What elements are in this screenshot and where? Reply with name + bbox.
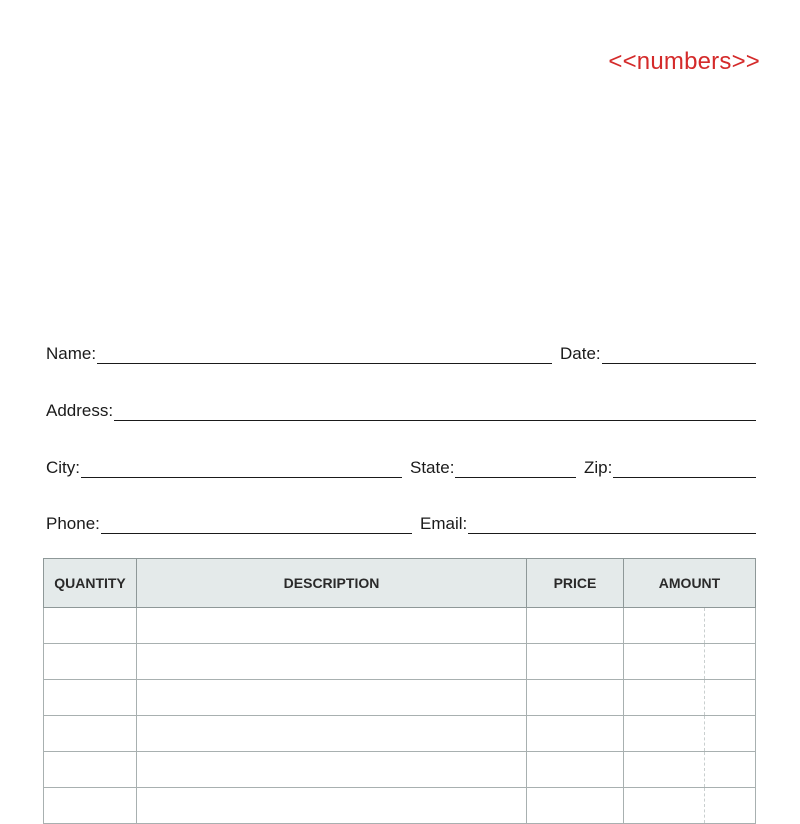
price-cell[interactable]	[527, 788, 624, 824]
description-cell[interactable]	[137, 716, 527, 752]
quantity-cell[interactable]	[44, 644, 137, 680]
description-cell[interactable]	[137, 644, 527, 680]
amount-cell[interactable]	[624, 644, 756, 680]
description-header: DESCRIPTION	[137, 559, 527, 608]
quantity-cell[interactable]	[44, 716, 137, 752]
amount-cell[interactable]	[624, 680, 756, 716]
email-input-line[interactable]	[468, 515, 756, 534]
price-cell[interactable]	[527, 644, 624, 680]
email-label: Email:	[420, 514, 468, 533]
name-field	[46, 345, 552, 364]
table-row	[44, 608, 756, 644]
address-input-line[interactable]	[114, 402, 756, 421]
phone-label: Phone:	[46, 514, 100, 533]
state-field	[410, 459, 576, 478]
price-cell[interactable]	[527, 716, 624, 752]
address-label: Address:	[46, 401, 114, 420]
city-state-zip-row	[46, 454, 756, 478]
zip-field	[584, 459, 756, 478]
state-label: State:	[410, 458, 455, 477]
email-field	[420, 515, 756, 534]
quantity-cell[interactable]	[44, 788, 137, 824]
date-field	[560, 345, 756, 364]
phone-email-row	[46, 510, 756, 534]
table-row	[44, 752, 756, 788]
table-row	[44, 716, 756, 752]
description-cell[interactable]	[137, 788, 527, 824]
table-row	[44, 644, 756, 680]
description-cell[interactable]	[137, 608, 527, 644]
amount-cell[interactable]	[624, 608, 756, 644]
date-label: Date:	[560, 344, 601, 363]
price-cell[interactable]	[527, 680, 624, 716]
name-input-line[interactable]	[97, 345, 552, 364]
state-input-line[interactable]	[455, 459, 576, 478]
city-field	[46, 459, 402, 478]
quantity-cell[interactable]	[44, 608, 137, 644]
table-header-row	[44, 559, 756, 608]
zip-label: Zip:	[584, 458, 613, 477]
line-items-table	[43, 558, 756, 824]
invoice-number-placeholder: <<numbers>>	[608, 48, 760, 75]
zip-input-line[interactable]	[613, 459, 756, 478]
table-row	[44, 788, 756, 824]
city-label: City:	[46, 458, 80, 477]
price-cell[interactable]	[527, 752, 624, 788]
amount-header: AMOUNT	[624, 559, 756, 608]
name-label: Name:	[46, 344, 97, 363]
address-field	[46, 402, 756, 421]
phone-field	[46, 515, 412, 534]
amount-cell[interactable]	[624, 716, 756, 752]
price-cell[interactable]	[527, 608, 624, 644]
table-row	[44, 680, 756, 716]
address-row	[46, 397, 756, 421]
quantity-cell[interactable]	[44, 680, 137, 716]
price-header: PRICE	[527, 559, 624, 608]
amount-cell[interactable]	[624, 752, 756, 788]
quantity-cell[interactable]	[44, 752, 137, 788]
quantity-header: QUANTITY	[44, 559, 137, 608]
description-cell[interactable]	[137, 752, 527, 788]
phone-input-line[interactable]	[101, 515, 412, 534]
date-input-line[interactable]	[602, 345, 756, 364]
city-input-line[interactable]	[81, 459, 402, 478]
description-cell[interactable]	[137, 680, 527, 716]
amount-cell[interactable]	[624, 788, 756, 824]
name-date-row	[46, 340, 756, 364]
